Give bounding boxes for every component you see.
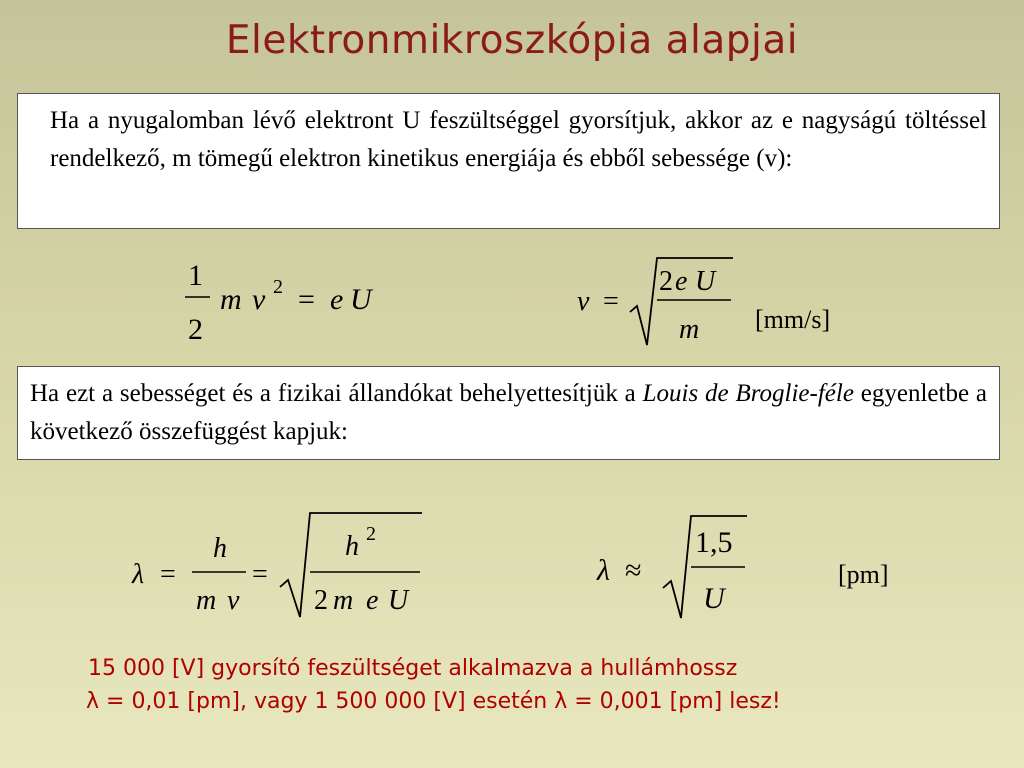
debroglie-text-box [17,366,1000,460]
denominator-voltage: U [703,582,725,615]
approx-wavelength-formula [595,510,755,625]
planck-constant-squared: h [345,531,359,562]
footer-line-1: 15 000 [V] gyorsító feszültséget alkalmazva a hullámhossz [88,656,738,681]
equals-sign-1: = [160,559,176,590]
velocity-lhs: v [577,286,590,317]
numerator: 1,5 [695,526,733,559]
equals-sign: = [298,283,315,316]
mass-symbol: m [196,585,217,616]
intro-text: Ha a nyugalomban lévő elektront U feszültséggel gyorsítjuk, akkor az e nagyságú töltéssel rendelkező, m tömegű elektron kinetikus energiája és ebből sebessége (v): [50,107,987,172]
numerator-charge: e [675,266,688,297]
charge-symbol: e [330,283,344,316]
kinetic-energy-equation [180,255,400,355]
text-after: egyenletbe a következő összefüggést kapjuk: [30,380,987,445]
approx-sign: ≈ [625,554,642,587]
velocity-formula [575,250,755,355]
velocity-symbol: v [252,283,266,316]
debroglie-text [30,375,987,451]
denominator-charge: e [366,585,379,616]
equals-sign-2: = [252,559,268,590]
footer-note [88,652,781,718]
footer-line-2: λ = 0,01 [pm], vagy 1 500 000 [V] esetén λ = 0,001 [pm] lesz! [86,689,781,714]
frac-numerator: 1 [188,259,203,292]
velocity-symbol: v [227,585,240,616]
denominator-coefficient: 2 [314,585,328,616]
wavelength-equation [130,505,430,625]
planck-constant: h [213,533,227,564]
denominator-mass: m [679,314,700,345]
louis-de-broglie-name: Louis de Broglie-féle [642,380,854,407]
mass-symbol: m [220,283,242,316]
exponent: 2 [273,276,283,298]
wavelength-unit: [pm] [838,560,889,589]
numerator-coefficient: 2 [659,266,673,297]
approx-wavelength-equation [595,510,755,625]
exponent: 2 [366,523,376,545]
equals-sign: = [603,286,619,317]
frac-denominator: 2 [188,313,203,346]
velocity-unit: [mm/s] [755,305,831,334]
text-before: Ha ezt a sebességet és a fizikai állandókat behelyettesítjük a [30,380,643,407]
intro-text-box [17,93,1000,229]
lambda-symbol: λ [132,559,145,590]
kinetic-energy-formula [180,255,400,355]
denominator-mass: m [333,585,354,616]
velocity-equation [575,250,755,355]
voltage-symbol: U [350,283,372,316]
lambda-symbol: λ [597,554,610,587]
denominator-voltage: U [388,585,409,616]
slide-title: Elektronmikroszkópia alapjai [225,18,799,63]
wavelength-formula [130,505,430,625]
numerator-voltage: U [695,266,716,297]
